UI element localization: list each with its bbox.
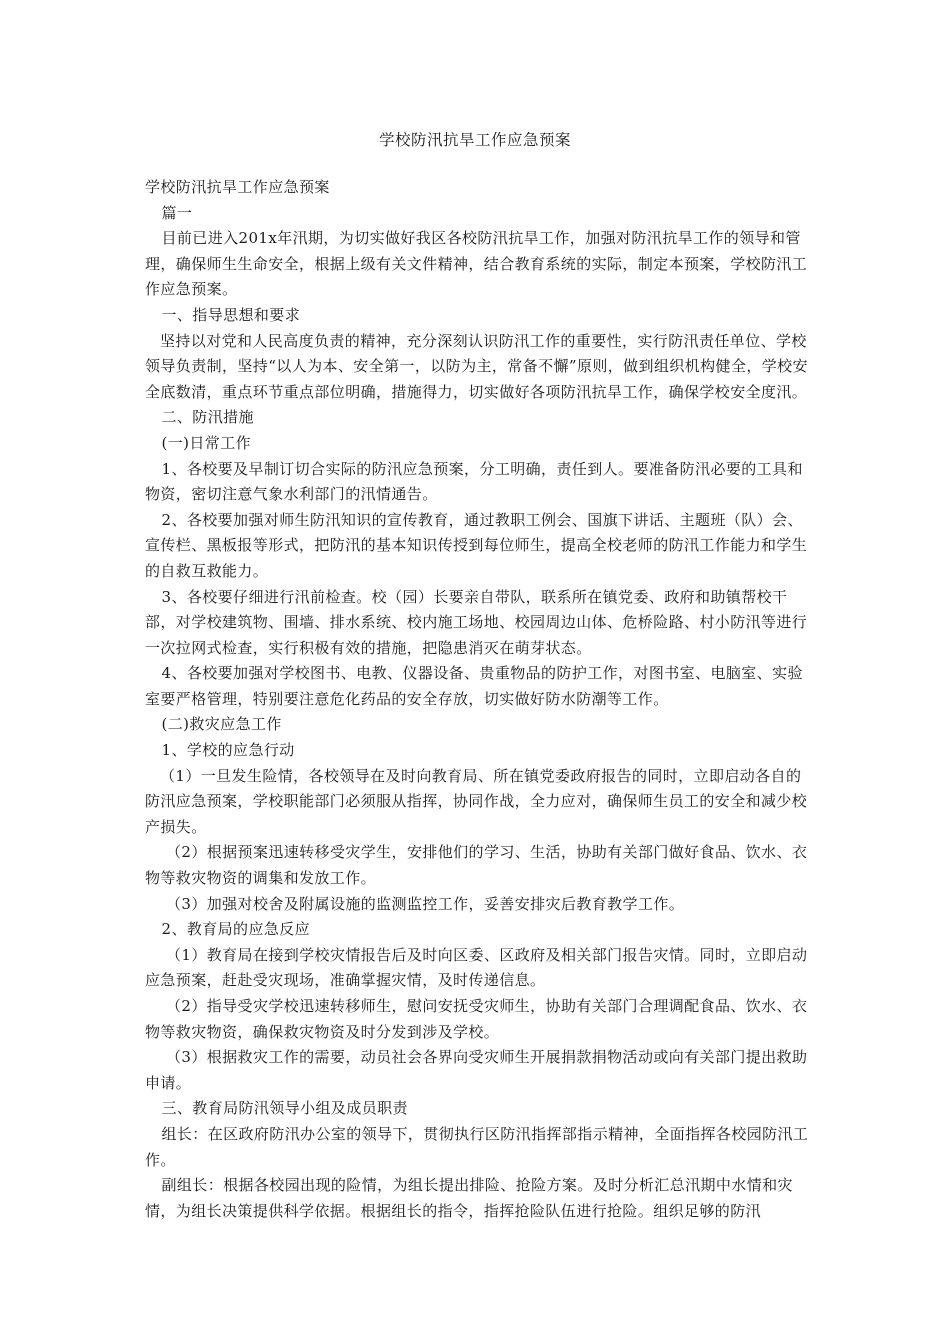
document-body [145, 175, 813, 1224]
body-paragraph: （3）根据救灾工作的需要，动员社会各界向受灾师生开展捐款捐物活动或向有关部门提出救助申请。 [145, 1048, 808, 1092]
body-paragraph: 副组长：根据各校园出现的险情，为组长提出排险、抢险方案。及时分析汇总汛期中水情和灾情，为组长决策提供科学依据。根据组长的指令，指挥抢险队伍进行抢险。组织足够的防汛 [145, 1176, 793, 1220]
section-label-paragraph: 篇一 [161, 203, 193, 222]
body-paragraph: （1）教育局在接到学校灾情报告后及时向区委、区政府及相关部门报告灾情。同时，立即启动应急预案，赶赴受灾现场，准确掌握灾情，及时传递信息。 [145, 945, 808, 990]
body-paragraph: （3）加强对校舍及附属设施的监测监控工作，妥善安排灾后教育教学工作。 [166, 894, 685, 913]
subheading-paragraph: 2、教育局的应急反应 [161, 920, 311, 939]
body-paragraph: 坚持以对党和人民高度负责的精神，充分深刻认识防汛工作的重要性，实行防汛责任单位、学校领导负责制，坚持“以人为本、安全第一，以防为主，常备不懈”原则，做到组织机构健全，学校安全底数清，重点环节重点部位明确，措施得力，切实做好各项防汛抗旱工作，确保学校安全度汛。 [145, 331, 808, 401]
body-paragraph: 目前已进入201x年汛期，为切实做好我区各校防汛抗旱工作，加强对防汛抗旱工作的领导和管理，确保师生生命安全，根据上级有关文件精神，结合教育系统的实际，制定本预案，学校防汛工作应急预案。 [145, 229, 808, 299]
heading-paragraph: 三、教育局防汛领导小组及成员职责 [161, 1099, 408, 1118]
subheading-paragraph: 1、学校的应急行动 [161, 741, 295, 760]
body-paragraph: 3、各校要仔细进行汛前检查。校（园）长要亲自带队，联系所在镇党委、政府和助镇帮校干部，对学校建筑物、围墙、排水系统、校内施工场地、校园周边山体、危桥险路、村小防汛等进行一次拉网式检查，实行积极有效的措施，把隐患消灭在萌芽状态。 [145, 587, 808, 657]
body-paragraph: （2）指导受灾学校迅速转移师生，慰问安抚受灾师生，协助有关部门合理调配食品、饮水、衣物等救灾物资，确保救灾物资及时分发到涉及学校。 [145, 997, 808, 1041]
body-paragraph: 组长：在区政府防汛办公室的领导下，贯彻执行区防汛指挥部指示精神，全面指挥各校园防汛工作。 [145, 1124, 809, 1169]
body-paragraph: 2、各校要加强对师生防汛知识的宣传教育，通过教职工例会、国旗下讲话、主题班（队）会、宣传栏、黑板报等形式，把防汛的基本知识传授到每位师生，提高全校老师的防汛工作能力和学生的自救互救能力。 [145, 510, 808, 580]
body-paragraph: （2）根据预案迅速转移受灾学生，安排他们的学习、生活，协助有关部门做好食品、饮水、衣物等救灾物资的调集和发放工作。 [145, 843, 808, 888]
subheading-paragraph: (二)救灾应急工作 [161, 715, 282, 734]
subtitle-paragraph: 学校防汛抗旱工作应急预案 [145, 178, 330, 196]
document-title: 学校防汛抗旱工作应急预案 [378, 131, 571, 149]
body-paragraph: （1）一旦发生险情，各校领导在及时向教育局、所在镇党委政府报告的同时，立即启动各自的防汛应急预案，学校职能部门必须服从指挥，协同作战，全力应对，确保师生员工的安全和减少校产损失。 [145, 766, 808, 836]
body-paragraph: 1、各校要及早制订切合实际的防汛应急预案，分工明确，责任到人。要准备防汛必要的工具和物资，密切注意气象水利部门的汛情通告。 [145, 459, 803, 504]
body-paragraph: 4、各校要加强对学校图书、电教、仪器设备、贵重物品的防护工作，对图书室、电脑室、实验室要严格管理，特别要注意危化药品的安全存放，切实做好防水防潮等工作。 [145, 664, 803, 708]
heading-paragraph: 一、指导思想和要求 [161, 305, 301, 324]
heading-paragraph: 二、防汛措施 [161, 408, 254, 427]
subheading-paragraph: (一)日常工作 [161, 433, 252, 452]
